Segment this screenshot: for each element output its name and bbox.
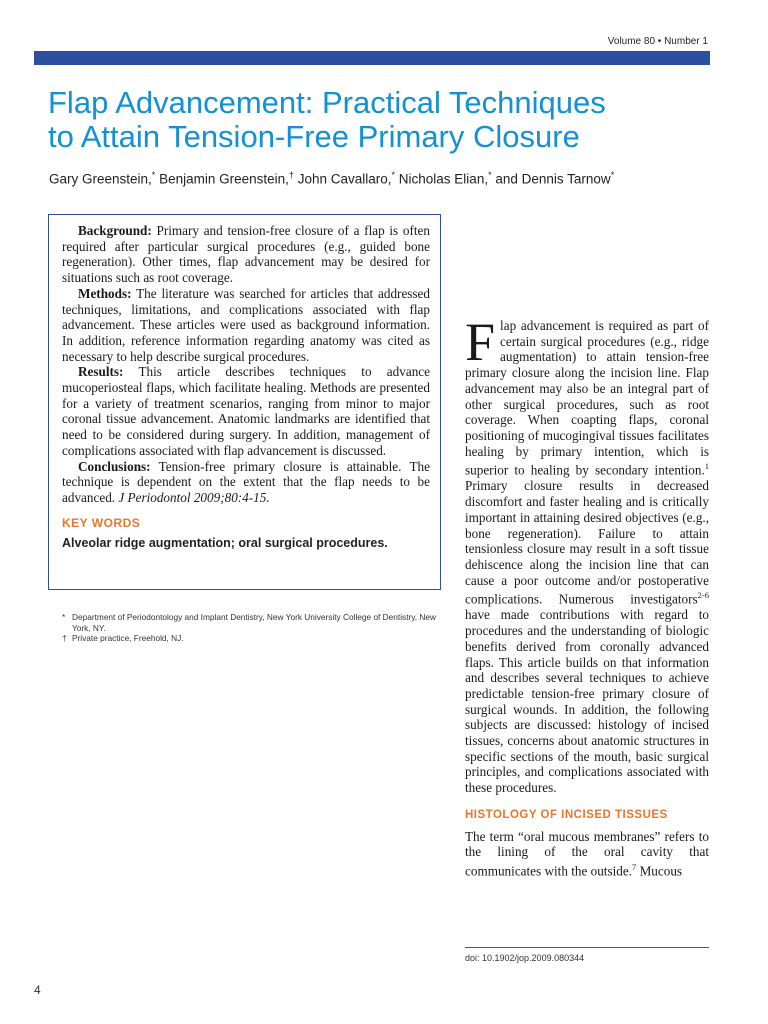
histology-text-b: Mucous	[636, 863, 683, 879]
abstract-results	[62, 364, 430, 458]
author-1-mark: *	[151, 170, 156, 180]
drop-cap: F	[465, 312, 496, 372]
doi-divider	[465, 947, 709, 948]
title-line-2: to Attain Tension-Free Primary Closure	[48, 119, 580, 154]
background-text: Primary and tension-free closure of a flap is often required after particular surgical procedures (e.g., guided bone regeneration). Other times, flap advancement may be desired for situations such as root coverage.	[62, 223, 430, 286]
header-banner	[34, 51, 710, 65]
footnote-1-text: Department of Periodontology and Implant Dentistry, New York University College of Dentistry, New York, NY.	[72, 612, 436, 633]
footnote-1	[62, 612, 442, 633]
volume-number: Volume 80 • Number 1	[607, 36, 708, 47]
background-label: Background:	[78, 223, 152, 238]
abstract-box	[48, 214, 441, 590]
conclusions-text: Tension-free primary closure is attainable. The technique is dependent on the extent that the flap needs to be advanced.	[62, 458, 430, 505]
section-heading: HISTOLOGY OF INCISED TISSUES	[465, 808, 668, 821]
intro-text-b: Primary closure results in decreased discomfort and faster healing and is critically important in attaining desired objectives (e.g., bone regeneration). Failure to attain tensionless closure may result in a soft tissue dehiscence along the incision line that can cause a poor outcome and/or postoperative complications. Numerous investigators	[465, 478, 709, 607]
methods-label: Methods:	[78, 285, 132, 301]
article-title	[48, 86, 728, 154]
abstract-methods	[62, 286, 430, 365]
author-2: Benjamin Greenstein,	[159, 171, 289, 187]
author-4-mark: *	[488, 170, 492, 180]
histology-text-a: The term “oral mucous membranes” refers to the lining of the oral cavity that communicates with the outside.	[465, 828, 709, 879]
histology-paragraph	[465, 829, 709, 880]
abstract-background	[62, 223, 430, 286]
author-3-mark: *	[391, 170, 396, 180]
reference-7: 7	[632, 861, 637, 872]
results-text: This article describes techniques to advance mucoperiosteal flaps, which facilitate healing. Methods are presented for a variety of treatment scenarios, ranging from minor to major coronal tissue advancement. Anatomic landmarks are identified that need to be considered during surgery. In addition, management of complications associated with flap advancement is discussed.	[62, 364, 430, 458]
keywords-text: Alveolar ridge augmentation; oral surgical procedures.	[62, 535, 388, 550]
author-4: Nicholas Elian,	[398, 171, 489, 187]
footnote-2	[62, 633, 442, 644]
affiliation-footnotes	[62, 612, 442, 644]
author-5-mark: *	[610, 170, 615, 180]
reference-1: 1	[704, 461, 709, 472]
doi-text: doi: 10.1902/jop.2009.080344	[465, 953, 585, 963]
methods-text: The literature was searched for articles that addressed techniques, limitations, and complications associated with flap advancement. These articles were used as background information. In addition, reference information regarding anatomy was cited as necessary to help describe surgical procedures.	[62, 285, 431, 364]
body-column	[465, 312, 709, 879]
intro-paragraph	[465, 312, 709, 796]
title-line-1: Flap Advancement: Practical Techniques	[48, 85, 606, 120]
author-2-mark: †	[288, 170, 294, 180]
page-number: 4	[34, 983, 41, 997]
intro-text-a: lap advancement is required as part of certain surgical procedures (e.g., ridge augmentation) to attain tension-free primary closure along the incision line. Flap advancement may also be an integral part of other surgical procedures, such as root coverage. When coapting flaps, coronal positioning of mucogingival tissues facilitates healing by primary intention, which is superior to healing by secondary intention.	[465, 318, 709, 478]
footnote-2-mark: †	[62, 633, 67, 643]
journal-citation: J Periodontol 2009;80:4-15.	[118, 489, 270, 505]
author-list	[49, 170, 729, 187]
conclusions-label: Conclusions:	[78, 458, 151, 474]
abstract-conclusions	[62, 459, 430, 506]
author-1: Gary Greenstein,	[49, 171, 152, 187]
footnote-1-mark: *	[62, 612, 66, 622]
keywords-heading: KEY WORDS	[62, 515, 141, 530]
author-3: John Cavallaro,	[297, 171, 392, 187]
author-5: and Dennis Tarnow	[495, 171, 611, 187]
results-label: Results:	[78, 364, 124, 380]
intro-text-c: have made contributions with regard to procedures and the understanding of biologic benefits derived from coronally advanced flaps. This article builds on that information and describes several techniques to achieve predictable tension-free primary closure of surgical wounds. In addition, the following subjects are discussed: histology of incised tissues, concerns about anatomic structures in specific sections of the mouth, basic surgical principles, and complications associated with these procedures.	[465, 607, 709, 796]
reference-2-6: 2-6	[697, 590, 709, 601]
footnote-2-text: Private practice, Freehold, NJ.	[72, 633, 184, 643]
